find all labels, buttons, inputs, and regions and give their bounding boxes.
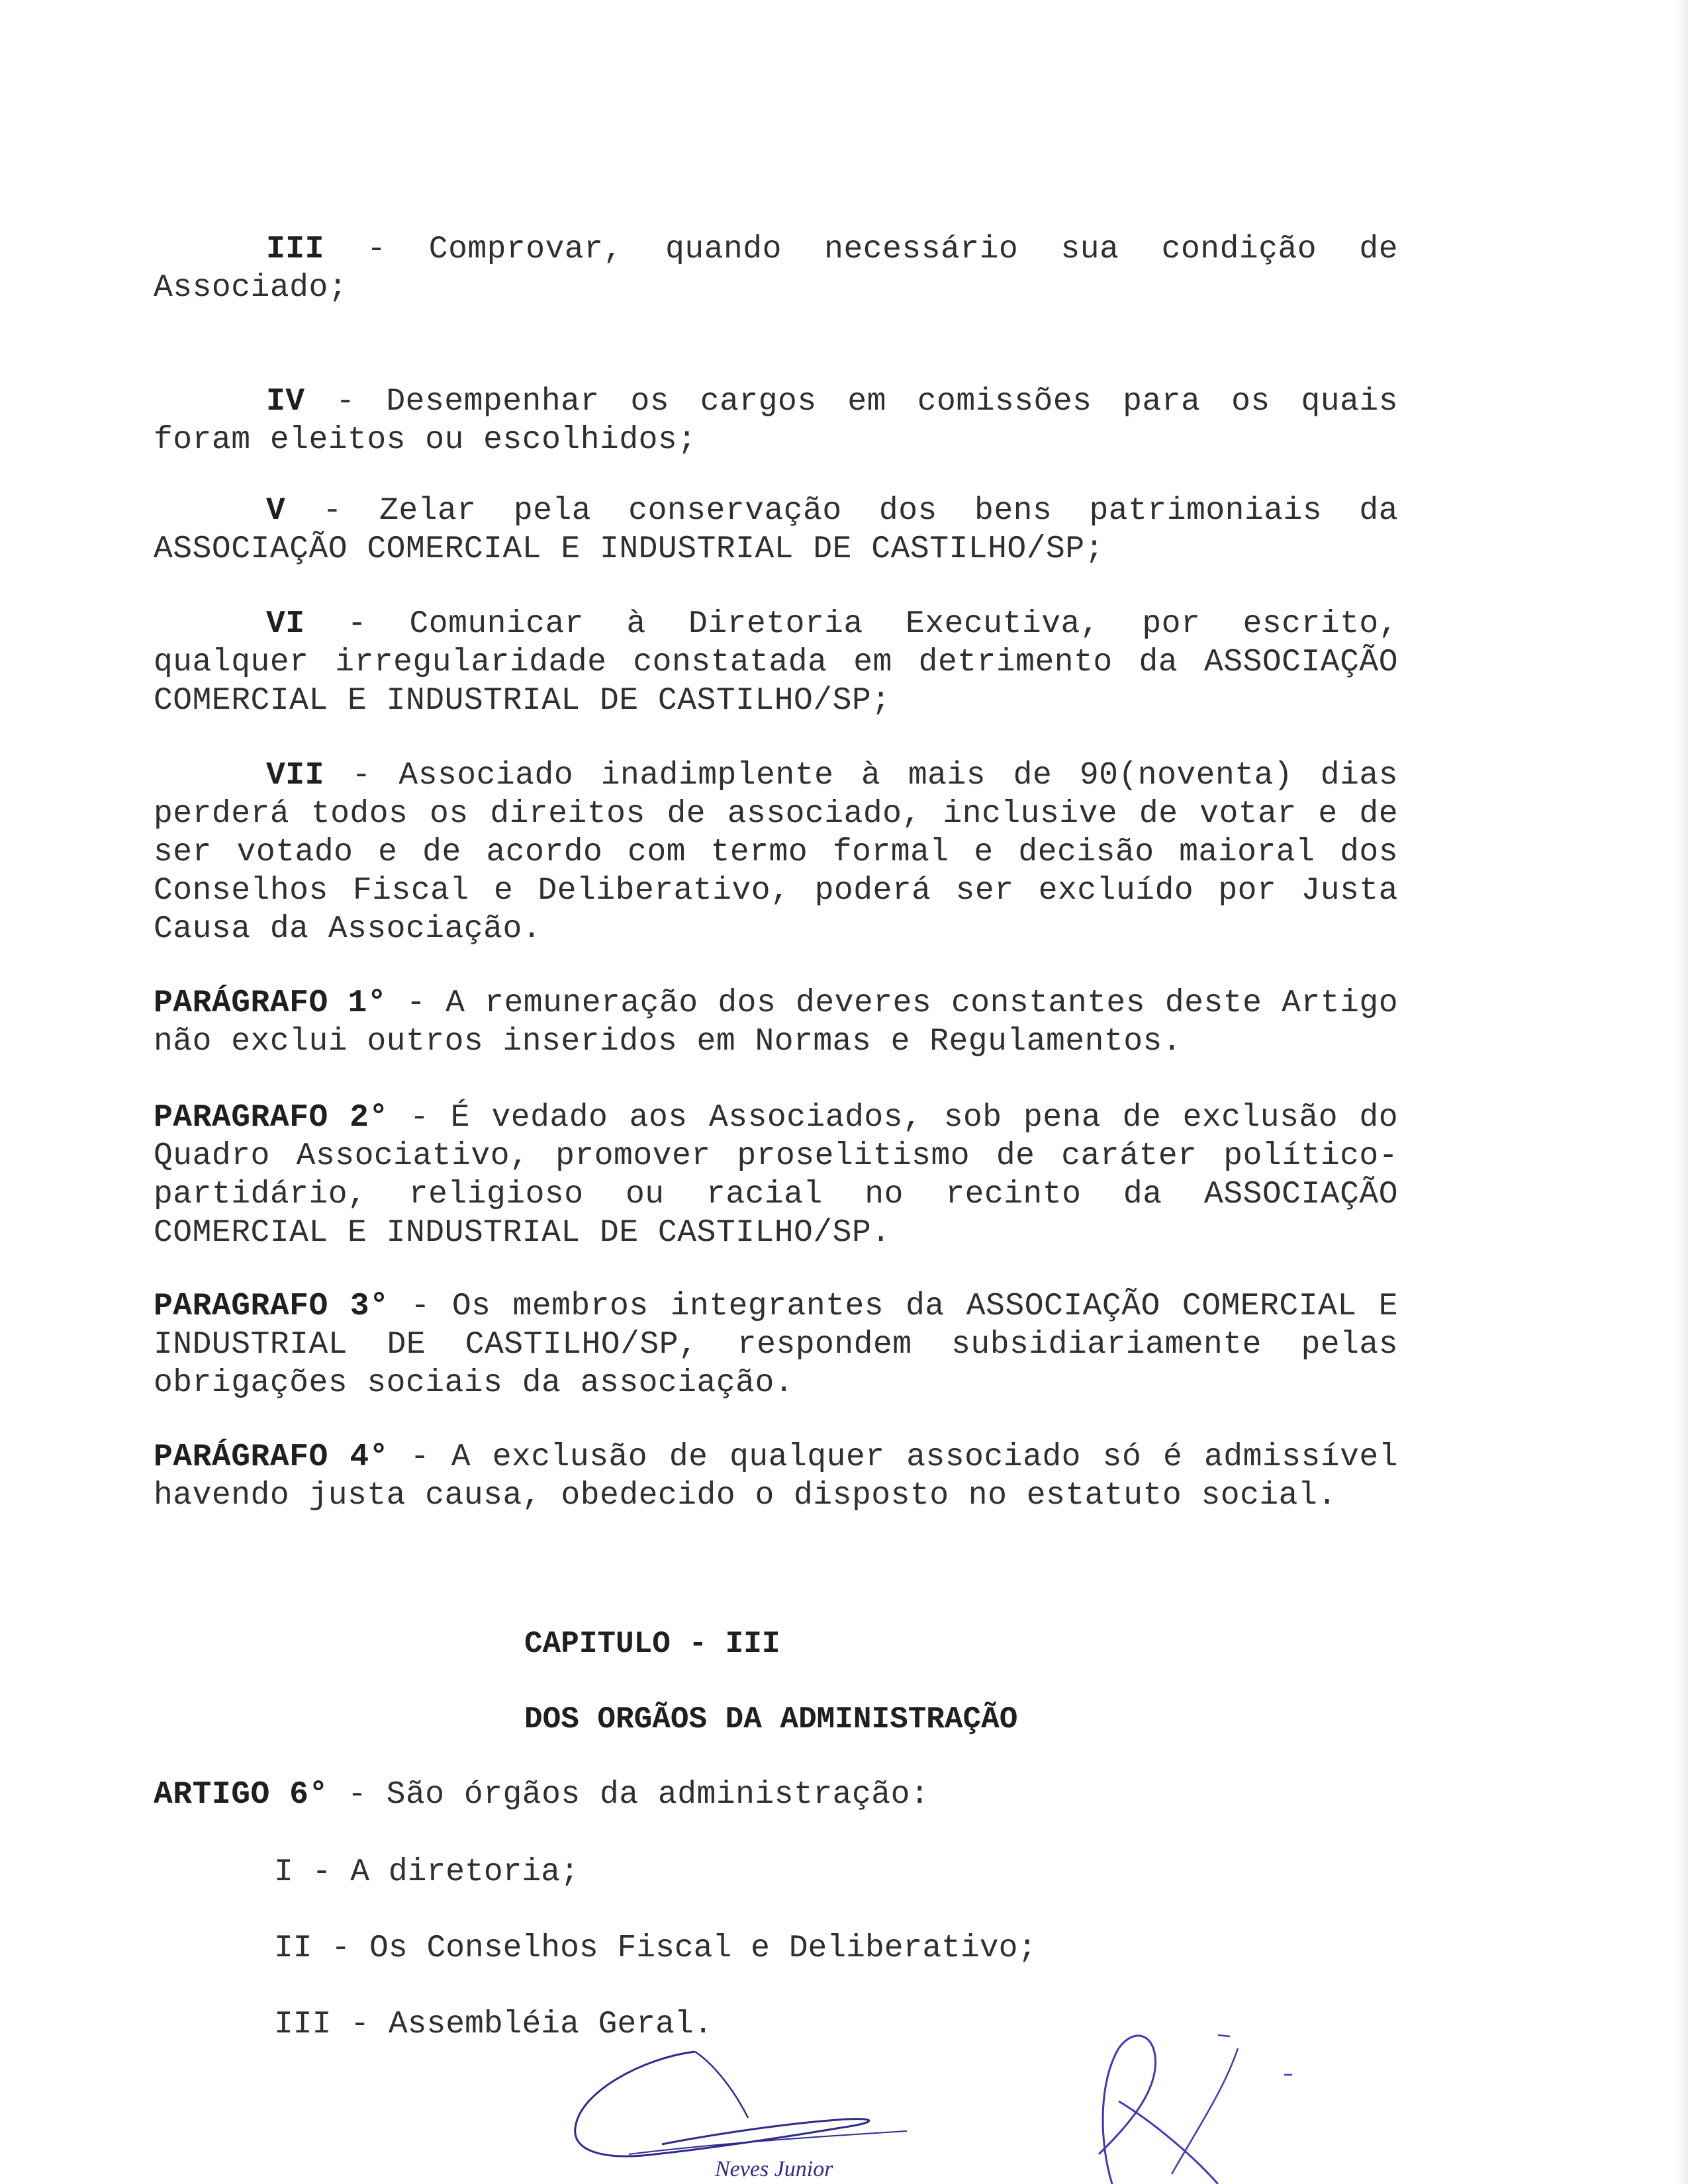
paragraph-lead: III [266,232,324,267]
paragraph-inciso-v [154,492,1398,569]
chapter-heading: CAPITULO - III [524,1627,780,1661]
scan-edge [1676,0,1688,2184]
article-6 [154,1776,1398,1814]
list-item: II - Os Conselhos Fiscal e Deliberativo; [274,1931,1037,1966]
paragraph-lead: PARÁGRAFO 4° [154,1439,389,1475]
signature-name: Neves Junior [715,2157,833,2181]
signature-right [1019,2022,1311,2184]
paragraph-text: - Comprovar, quando necessário sua condição de Associado; [154,232,1398,306]
paragraph-inciso-iii [154,230,1398,307]
paragraph-text: - É vedado aos Associados, sob pena de exclusão do Quadro Associativo, promover proselitismo de caráter político-partidário, religioso ou racial no recinto da ASSOCIAÇÃO COMERCIAL E INDUSTRIAL DE CASTILHO/SP. [154,1100,1398,1251]
paragraph-paragrafo-3 [154,1287,1398,1402]
article-text: - São órgãos da administração: [328,1777,930,1813]
paragraph-text: - A remuneração dos deveres constantes deste Artigo não exclui outros inseridos em Normas e Regulamentos. [154,985,1398,1060]
paragraph-lead: VII [266,758,324,794]
paragraph-paragrafo-4 [154,1438,1398,1515]
paragraph-text: - Comunicar à Diretoria Executiva, por escrito, qualquer irregularidade constatada em detrimento da ASSOCIAÇÃO COMERCIAL E INDUSTRIAL DE CASTILHO/SP; [154,606,1398,719]
list-item: I - A diretoria; [274,1854,579,1890]
paragraph-text: - A exclusão de qualquer associado só é admissível havendo justa causa, obedecido o disposto no estatuto social. [154,1439,1399,1514]
paragraph-lead: V [266,493,286,529]
paragraph-paragrafo-2 [154,1099,1398,1252]
paragraph-text: - Desempenhar os cargos em comissões para os quais foram eleitos ou escolhidos; [154,384,1398,458]
paragraph-text: - Zelar pela conservação dos bens patrimoniais da ASSOCIAÇÃO COMERCIAL E INDUSTRIAL DE CASTILHO/SP; [154,493,1398,567]
paragraph-lead: VI [266,606,305,642]
paragraph-paragrafo-1 [154,984,1398,1061]
paragraph-text: - Associado inadimplente à mais de 90(noventa) dias perderá todos os direitos de associado, inclusive de votar e de ser votado e de acordo com termo formal e decisão maioral dos Conselhos Fiscal e Deliberativo, poderá ser excluído por Justa Causa da Associação. [154,758,1398,947]
article-lead: ARTIGO 6° [154,1777,328,1813]
paragraph-lead: PARAGRAFO 2° [154,1100,389,1136]
paragraph-inciso-iv [154,383,1398,459]
list-item: III - Assembléia Geral. [274,2007,713,2042]
paragraph-lead: PARÁGRAFO 1° [154,985,387,1021]
paragraph-lead: IV [266,384,305,420]
signature-left [563,2038,933,2184]
chapter-title: DOS ORGÃOS DA ADMINISTRAÇÃO [524,1702,1018,1737]
paragraph-lead: PARAGRAFO 3° [154,1289,389,1324]
paragraph-inciso-vi [154,605,1398,720]
paragraph-text: - Os membros integrantes da ASSOCIAÇÃO COMERCIAL E INDUSTRIAL DE CASTILHO/SP, respondem subsidiariamente pelas obrigações sociais da associação. [154,1289,1399,1401]
paragraph-inciso-vii [154,756,1398,948]
